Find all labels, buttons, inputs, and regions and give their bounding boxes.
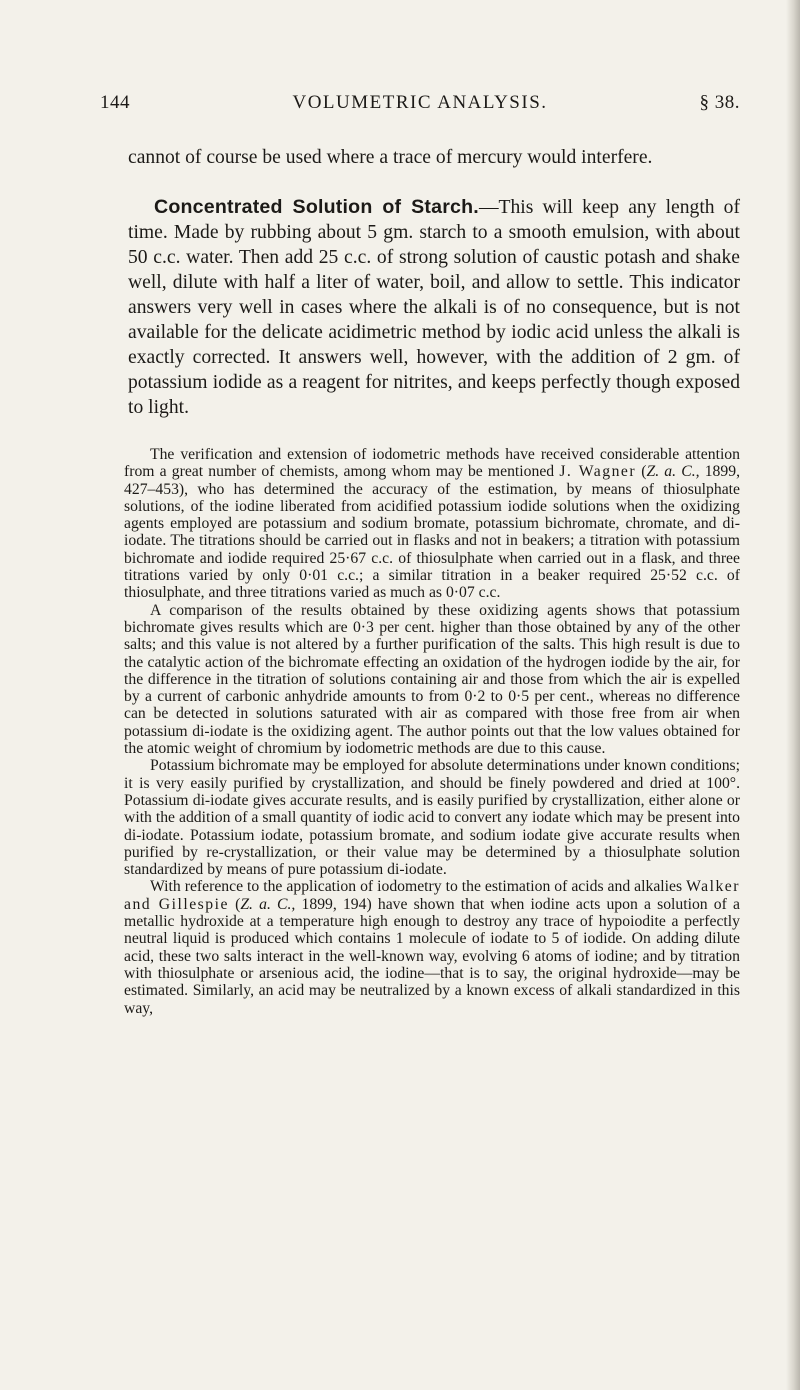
note-1-reference: Z. a. C., xyxy=(646,463,700,481)
note-1-text-c: 1899, 427–453), who has determined the accuracy of the estimation, by means of thiosulphate solutions, of the iodine liberated from acidified potassium iodide solutions when the oxidizing agents employed are potassium and sodium bromate, potassium bichromate, chromate, and di-iodate. The titrations should be carried out in flasks and not in beakers; a titration with potassium bichromate and iodide required 25·67 c.c. of thiosulphate when carried out in a flask, and three titrations varied by only 0·01 c.c.; a similar titration in a beaker required 25·52 c.c. of thiosulphate, and three titrations varied as much as 0·07 c.c. xyxy=(124,463,741,602)
note-4-text-a: With reference to the application of iodometry to the estimation of acids and alkalies xyxy=(150,878,687,896)
note-4-text-c: 1899, 194) have shown that when iodine acts upon a solution of a metallic hydroxide at a temperature high enough to destroy any trace of hypoiodite a perfectly neutral liquid is produced which contains 1 molecule of iodate to 5 of iodide. On adding dilute acid, these two salts interact in the well-known way, evolving 6 atoms of iodine; and by titration with thiosulphate or arsenious acid, the iodine—that is to say, the original hydroxide—may be estimated. Similarly, an acid may be neutralized by a known excess of alkali standardized in this way, xyxy=(124,895,740,1017)
note-4-authors: Walker and Gillespie xyxy=(124,878,740,913)
note-1-text-a: The verification and extension of iodometric methods have received considerable attention from a great number of chemists, among whom may be mentioned xyxy=(124,446,740,481)
intro-paragraph: cannot of course be used where a trace of mercury would interfere. xyxy=(128,147,653,168)
notes-block xyxy=(124,446,740,1017)
starch-paragraph xyxy=(128,195,740,420)
section-number: § 38. xyxy=(699,92,740,113)
note-1-text-b: ( xyxy=(636,463,647,481)
page-number: 144 xyxy=(100,92,130,113)
running-header xyxy=(100,92,740,120)
note-paragraph-4 xyxy=(124,878,740,1016)
note-paragraph-2: A comparison of the results obtained by these oxidizing agents shows that potassium bichromate gives results which are 0·3 per cent. higher than those obtained by any of the other salts; and this value is not altered by a further purification of the salts. This high result is due to the catalytic action of the bichromate effecting an oxidation of the hydrogen iodide by the air, for the difference in the titration of solutions containing air and those from which the air is expelled by a current of carbonic anhydride amounts to from 0·2 to 0·5 per cent., whereas no difference can be detected in solutions saturated with air as compared with those free from air when potassium di-iodate is the oxidizing agent. The author points out that the low values obtained for the atomic weight of chromium by iodometric methods are due to this cause. xyxy=(124,601,740,758)
starch-heading: Concentrated Solution of Starch. xyxy=(154,196,479,218)
note-4-reference: Z. a. C., xyxy=(240,895,296,913)
starch-text: —This will keep any length of time. Made by rubbing about 5 gm. starch to a smooth emulsion, with about 50 c.c. water. Then add 25 c.c. of strong solution of caustic potash and shake well, dilute with half a liter of water, boil, and allow to settle. This indicator answers very well in cases where the alkali is of no consequence, but is not available for the delicate acidimetric method by iodic acid unless the alkali is exactly corrected. It answers well, however, with the addition of 2 gm. of potassium iodide as a reagent for nitrites, and keeps perfectly though exposed to light. xyxy=(128,197,741,418)
note-paragraph-3: Potassium bichromate may be employed for absolute determinations under known conditions; it is very easily purified by crystallization, and should be finely powdered and dried at 100°. Potassium di-iodate gives accurate results, and is easily purified by crystallization, either alone or with the addition of a small quantity of iodic acid to convert any iodate which may be present into di-iodate. Potassium iodate, potassium bromate, and sodium iodate give accurate results when purified by re-crystallization, or their value may be determined by a thiosulphate solution standardized by means of pure potassium di-iodate. xyxy=(124,757,740,879)
note-1-author: J. Wagner xyxy=(559,463,637,481)
running-title: VOLUMETRIC ANALYSIS. xyxy=(292,92,548,113)
page-edge-shadow xyxy=(786,0,800,1390)
note-4-text-b: ( xyxy=(228,895,241,913)
note-paragraph-1 xyxy=(124,446,740,602)
